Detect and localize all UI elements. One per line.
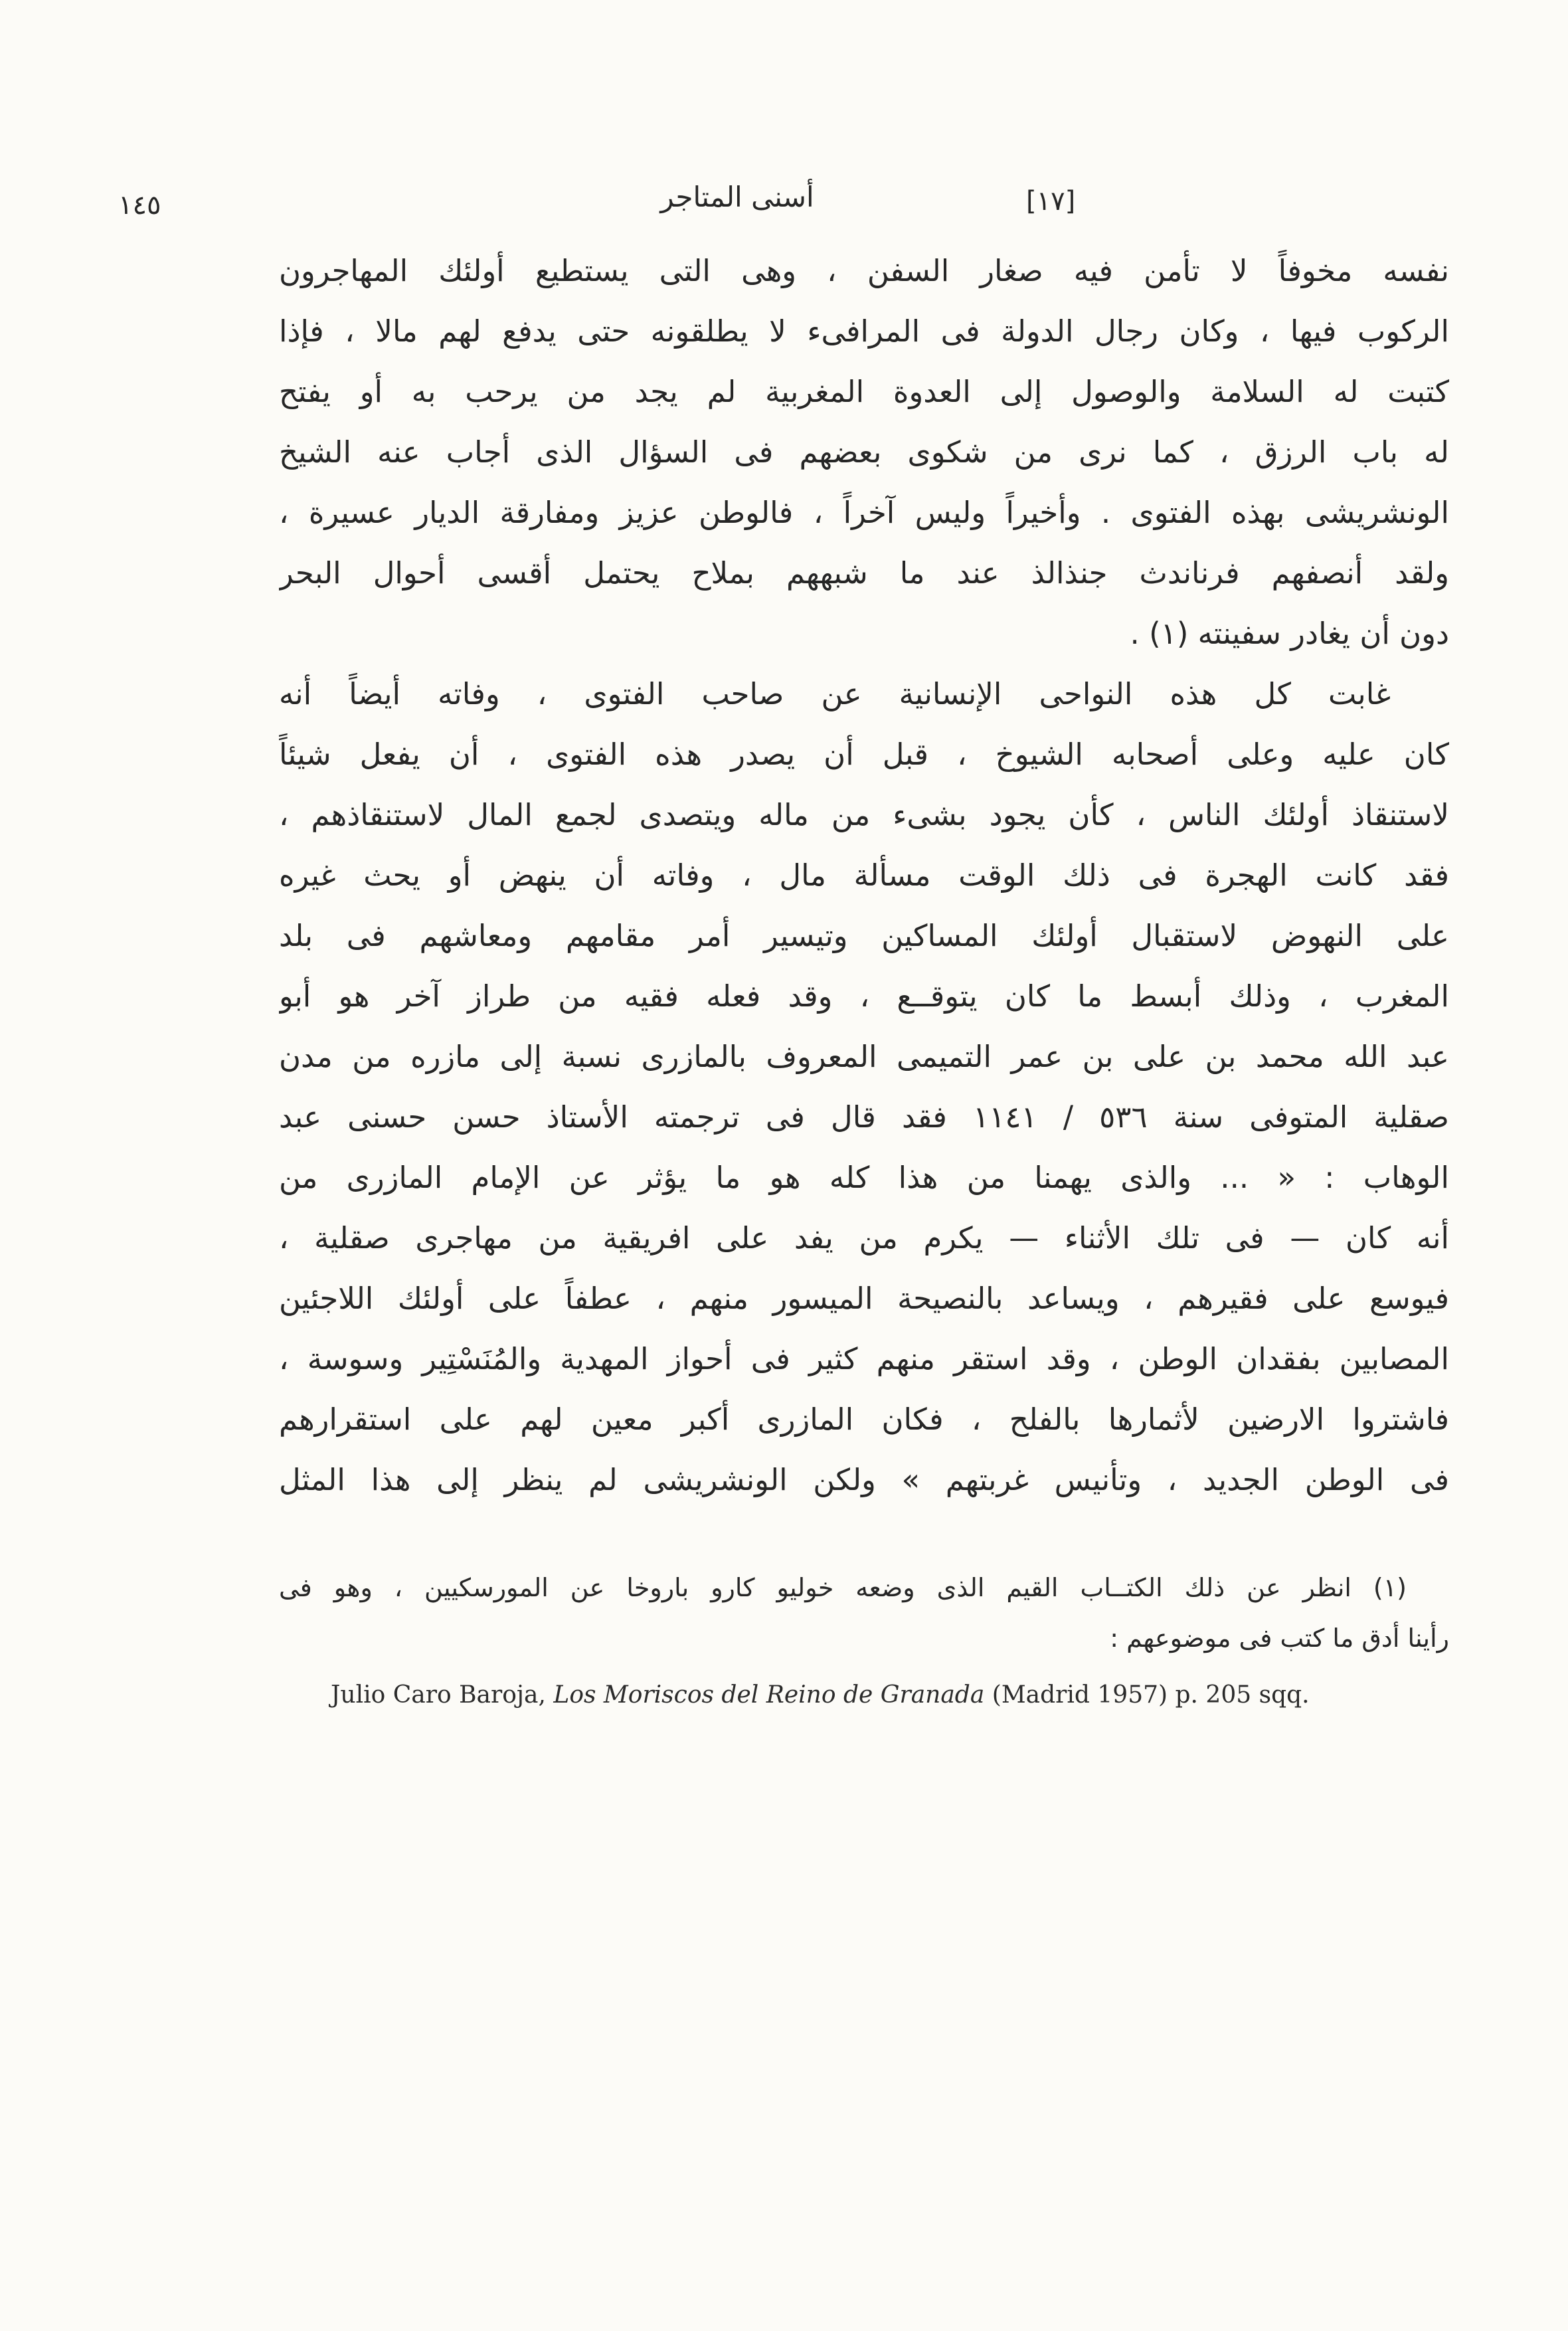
- text-line: صقلية المتوفى سنة ٥٣٦ / ١١٤١ فقد قال فى ترجمته الأستاذ حسن حسنى عبد: [279, 1099, 1449, 1135]
- text-line: فقد كانت الهجرة فى ذلك الوقت مسألة مال ، وفاته أن ينهض أو يحث غيره: [279, 858, 1449, 893]
- citation-publication: (Madrid 1957) p. 205 sqq.: [984, 1681, 1310, 1709]
- text-line: الركوب فيها ، وكان رجال الدولة فى المرافىء لا يطلقونه حتى يدفع لهم مالا ، فإذا: [279, 314, 1449, 349]
- text-line: له باب الرزق ، كما نرى من شكوى بعضهم فى السؤال الذى أجاب عنه الشيخ: [279, 434, 1449, 470]
- text-line: فاشتروا الارضين لأثمارها بالفلح ، فكان المازرى أكبر معين لهم على استقرارهم: [279, 1402, 1449, 1437]
- text-line: عبد الله محمد بن على بن عمر التميمى المعروف بالمازرى نسبة إلى مازره من مدن: [279, 1039, 1449, 1074]
- text-line: الونشريشى بهذه الفتوى . وأخيراً وليس آخراً ، فالوطن عزيز ومفارقة الديار عسيرة ،: [279, 495, 1449, 530]
- running-title: أسنى المتاجر: [660, 181, 814, 213]
- text-line: ولقد أنصفهم فرناندث جنذالذ عند ما شبههم بملاح يحتمل أقسى أحوال البحر: [279, 555, 1449, 591]
- text-line: فيوسع على فقيرهم ، ويساعد بالنصيحة الميسور منهم ، عطفاً على أولئك اللاجئين: [279, 1281, 1449, 1316]
- text-line: المغرب ، وذلك أبسط ما كان يتوقــع ، وقد فعله فقيه من طراز آخر هو أبو: [279, 979, 1449, 1014]
- body-text: [279, 240, 1449, 1510]
- footnote-line: رأينا أدق ما كتب فى موضوعهم :: [1110, 1624, 1449, 1653]
- footnote-citation: [279, 1663, 1449, 1721]
- citation-author: Julio Caro Baroja,: [331, 1681, 554, 1709]
- text-line: كتبت له السلامة والوصول إلى العدوة المغربية لم يجد من يرحب به أو يفتح: [279, 374, 1449, 409]
- text-line: لاستنقاذ أولئك الناس ، كأن يجود بشىء من ماله ويتصدى لجمع المال لاستنقاذهم ،: [279, 797, 1449, 832]
- text-line: على النهوض لاستقبال أولئك المساكين وتيسير أمر مقامهم ومعاشهم فى بلد: [279, 918, 1449, 953]
- text-line-paragraph-end: دون أن يغادر سفينته (١) .: [1130, 616, 1449, 651]
- text-line-paragraph-start: غابت كل هذه النواحى الإنسانية عن صاحب الفتوى ، وفاته أيضاً أنه: [279, 676, 1391, 711]
- page-number: ١٤٥: [118, 190, 161, 221]
- text-line: نفسه مخوفاً لا تأمن فيه صغار السفن ، وهى التى يستطيع أولئك المهاجرون: [279, 253, 1449, 288]
- text-line: الوهاب : « ... والذى يهمنا من هذا كله هو ما يؤثر عن الإمام المازرى من: [279, 1160, 1449, 1195]
- footnote-line: (١) انظر عن ذلك الكتــاب القيم الذى وضعه خوليو كارو باروخا عن المورسكيين ، وهو فى: [279, 1573, 1407, 1602]
- folio-number: [١٧]: [1026, 186, 1076, 217]
- citation-book-title: Los Moriscos del Reino de Granada: [553, 1681, 985, 1709]
- footnote: [279, 1562, 1449, 1721]
- text-line: أنه كان — فى تلك الأثناء — يكرم من يفد على افريقية من مهاجرى صقلية ،: [279, 1220, 1449, 1256]
- text-line: المصابين بفقدان الوطن ، وقد استقر منهم كثير فى أحواز المهدية والمُنَسْتِير وسوسة ،: [279, 1341, 1449, 1376]
- text-line: فى الوطن الجديد ، وتأنيس غربتهم » ولكن الونشريشى لم ينظر إلى هذا المثل: [279, 1462, 1449, 1497]
- text-line: كان عليه وعلى أصحابه الشيوخ ، قبل أن يصدر هذه الفتوى ، أن يفعل شيئاً: [279, 737, 1449, 772]
